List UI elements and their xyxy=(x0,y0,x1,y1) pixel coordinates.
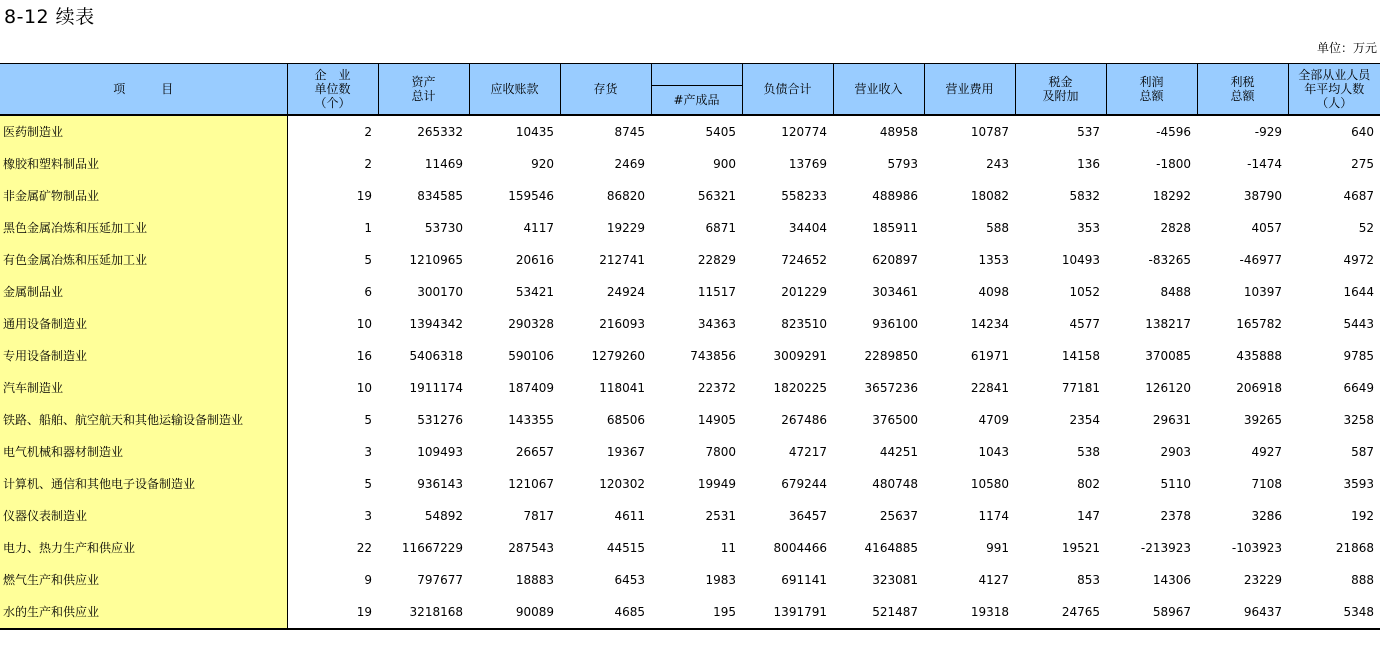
cell-profit-tax: 4927 xyxy=(1251,445,1282,459)
table-body xyxy=(0,115,1380,629)
row-label: 非金属矿物制品业 xyxy=(0,180,287,212)
cell-profit-tax: -46977 xyxy=(1239,253,1282,267)
col-header-employees: 全部从业人员 年平均人数 （人） xyxy=(1288,64,1380,116)
cell-inventory: 68506 xyxy=(606,413,645,427)
row-label: 燃气生产和供应业 xyxy=(0,564,287,596)
col-header-finished-goods: #产成品 xyxy=(651,86,742,116)
cell-employees: 192 xyxy=(1351,509,1374,523)
col-header-assets: 资产 总计 xyxy=(378,64,469,116)
col-header-profit-tax: 利税 总额 xyxy=(1197,64,1288,116)
cell-liabilities: 201229 xyxy=(781,285,827,299)
cell-expenses: 1353 xyxy=(978,253,1009,267)
cell-expenses: 10580 xyxy=(970,477,1009,491)
cell-enterprises: 2 xyxy=(287,115,378,148)
cell-finished-goods: 900 xyxy=(713,157,736,171)
row-label: 专用设备制造业 xyxy=(0,340,287,372)
cell-finished-goods: 195 xyxy=(651,596,742,629)
cell-profit: 58967 xyxy=(1106,596,1197,629)
cell-expenses: 4098 xyxy=(978,285,1009,299)
cell-revenue: 480748 xyxy=(872,477,918,491)
cell-finished-goods: 1983 xyxy=(705,573,736,587)
cell-taxes: 353 xyxy=(1077,221,1100,235)
cell-receivables: 920 xyxy=(531,157,554,171)
cell-finished-goods: 6871 xyxy=(705,221,736,235)
row-label: 汽车制造业 xyxy=(0,372,287,404)
cell-expenses: 991 xyxy=(986,541,1009,555)
cell-receivables: 26657 xyxy=(515,445,554,459)
cell-liabilities: 3009291 xyxy=(773,349,827,363)
col-header-receivables: 应收账款 xyxy=(469,64,560,116)
cell-enterprises: 19 xyxy=(287,596,378,629)
cell-assets: 5406318 xyxy=(409,349,463,363)
cell-profit: 29631 xyxy=(1152,413,1191,427)
cell-employees: 5348 xyxy=(1288,596,1380,629)
table-row xyxy=(0,436,1380,468)
cell-taxes: 4577 xyxy=(1069,317,1100,331)
statistics-table xyxy=(0,63,1380,630)
cell-enterprises: 19 xyxy=(356,189,372,203)
cell-expenses: 22841 xyxy=(970,381,1009,395)
cell-receivables: 20616 xyxy=(515,253,554,267)
cell-profit: 14306 xyxy=(1152,573,1191,587)
row-label: 橡胶和塑料制品业 xyxy=(0,148,287,180)
cell-inventory: 19367 xyxy=(606,445,645,459)
cell-profit: -1800 xyxy=(1156,157,1191,171)
cell-profit-tax: 38790 xyxy=(1243,189,1282,203)
cell-taxes: 19521 xyxy=(1061,541,1100,555)
cell-finished-goods: 56321 xyxy=(697,189,736,203)
cell-taxes: 537 xyxy=(1015,115,1106,148)
cell-inventory: 4611 xyxy=(614,509,645,523)
col-header-expenses: 营业费用 xyxy=(924,64,1015,116)
cell-profit-tax: 10397 xyxy=(1243,285,1282,299)
row-label: 黑色金属冶炼和压延加工业 xyxy=(0,212,287,244)
cell-revenue: 48958 xyxy=(833,115,924,148)
cell-inventory: 1279260 xyxy=(591,349,645,363)
table-row xyxy=(0,564,1380,596)
cell-liabilities: 13769 xyxy=(788,157,827,171)
cell-liabilities: 823510 xyxy=(781,317,827,331)
cell-profit-tax: 23229 xyxy=(1243,573,1282,587)
col-header-liabilities: 负债合计 xyxy=(742,64,833,116)
cell-liabilities: 691141 xyxy=(781,573,827,587)
cell-revenue: 185911 xyxy=(872,221,918,235)
cell-profit: 370085 xyxy=(1145,349,1191,363)
cell-finished-goods: 11 xyxy=(720,541,736,555)
cell-assets: 797677 xyxy=(417,573,463,587)
cell-liabilities: 8004466 xyxy=(773,541,827,555)
cell-expenses: 61971 xyxy=(970,349,1009,363)
cell-receivables: 10435 xyxy=(469,115,560,148)
cell-taxes: 853 xyxy=(1077,573,1100,587)
cell-liabilities: 1820225 xyxy=(773,381,827,395)
cell-profit-tax: 39265 xyxy=(1243,413,1282,427)
cell-expenses: 19318 xyxy=(924,596,1015,629)
cell-receivables: 7817 xyxy=(523,509,554,523)
cell-receivables: 590106 xyxy=(508,349,554,363)
cell-finished-goods: 2531 xyxy=(705,509,736,523)
cell-expenses: 10787 xyxy=(924,115,1015,148)
cell-finished-goods: 22372 xyxy=(697,381,736,395)
cell-liabilities: 47217 xyxy=(788,445,827,459)
cell-profit-tax: -1474 xyxy=(1247,157,1282,171)
table-row xyxy=(0,500,1380,532)
cell-inventory: 120302 xyxy=(599,477,645,491)
cell-liabilities: 679244 xyxy=(781,477,827,491)
cell-enterprises: 5 xyxy=(364,413,372,427)
cell-taxes: 1052 xyxy=(1069,285,1100,299)
cell-finished-goods: 5405 xyxy=(651,115,742,148)
cell-finished-goods: 7800 xyxy=(705,445,736,459)
cell-expenses: 14234 xyxy=(970,317,1009,331)
cell-receivables: 290328 xyxy=(508,317,554,331)
row-label: 计算机、通信和其他电子设备制造业 xyxy=(0,468,287,500)
cell-assets: 53730 xyxy=(424,221,463,235)
cell-enterprises: 10 xyxy=(356,317,372,331)
cell-profit: 138217 xyxy=(1145,317,1191,331)
cell-finished-goods: 743856 xyxy=(690,349,736,363)
cell-receivables: 287543 xyxy=(508,541,554,555)
cell-profit: 8488 xyxy=(1160,285,1191,299)
cell-employees: 3258 xyxy=(1343,413,1374,427)
cell-enterprises: 2 xyxy=(364,157,372,171)
cell-taxes: 136 xyxy=(1077,157,1100,171)
cell-profit: 5110 xyxy=(1160,477,1191,491)
cell-revenue: 44251 xyxy=(879,445,918,459)
cell-profit-tax: -103923 xyxy=(1231,541,1282,555)
cell-enterprises: 22 xyxy=(356,541,372,555)
cell-revenue: 376500 xyxy=(872,413,918,427)
cell-profit-tax: 435888 xyxy=(1236,349,1282,363)
cell-receivables: 187409 xyxy=(508,381,554,395)
cell-receivables: 143355 xyxy=(508,413,554,427)
cell-enterprises: 10 xyxy=(356,381,372,395)
row-label: 仪器仪表制造业 xyxy=(0,500,287,532)
cell-employees: 52 xyxy=(1358,221,1374,235)
cell-enterprises: 5 xyxy=(364,253,372,267)
unit-label: 单位：万元 xyxy=(1316,41,1377,55)
cell-inventory: 118041 xyxy=(599,381,645,395)
row-label: 医药制造业 xyxy=(0,115,287,148)
table-row xyxy=(0,212,1380,244)
cell-receivables: 159546 xyxy=(508,189,554,203)
cell-assets: 1210965 xyxy=(409,253,463,267)
cell-profit: -4596 xyxy=(1106,115,1197,148)
table-row xyxy=(0,532,1380,564)
cell-employees: 21868 xyxy=(1335,541,1374,555)
table-row xyxy=(0,244,1380,276)
cell-expenses: 18082 xyxy=(970,189,1009,203)
cell-receivables: 18883 xyxy=(515,573,554,587)
cell-liabilities: 1391791 xyxy=(742,596,833,629)
cell-revenue: 5793 xyxy=(887,157,918,171)
cell-assets: 265332 xyxy=(378,115,469,148)
cell-assets: 1911174 xyxy=(409,381,463,395)
cell-revenue: 521487 xyxy=(833,596,924,629)
cell-liabilities: 724652 xyxy=(781,253,827,267)
col-header-profit: 利润 总额 xyxy=(1106,64,1197,116)
cell-inventory: 4685 xyxy=(560,596,651,629)
cell-taxes: 10493 xyxy=(1061,253,1100,267)
cell-receivables: 121067 xyxy=(508,477,554,491)
cell-receivables: 53421 xyxy=(515,285,554,299)
cell-taxes: 147 xyxy=(1077,509,1100,523)
cell-finished-goods: 22829 xyxy=(697,253,736,267)
cell-profit-tax: 3286 xyxy=(1251,509,1282,523)
cell-liabilities: 558233 xyxy=(781,189,827,203)
cell-profit-tax: 4057 xyxy=(1251,221,1282,235)
cell-expenses: 1174 xyxy=(978,509,1009,523)
cell-taxes: 5832 xyxy=(1069,189,1100,203)
col-header-inventory: 存货 xyxy=(560,64,651,116)
cell-inventory: 212741 xyxy=(599,253,645,267)
table-row xyxy=(0,308,1380,340)
table-row xyxy=(0,115,1380,148)
cell-enterprises: 1 xyxy=(364,221,372,235)
cell-revenue: 303461 xyxy=(872,285,918,299)
cell-assets: 834585 xyxy=(417,189,463,203)
cell-inventory: 24924 xyxy=(606,285,645,299)
table-row xyxy=(0,596,1380,629)
cell-employees: 587 xyxy=(1351,445,1374,459)
cell-profit: 18292 xyxy=(1152,189,1191,203)
cell-profit-tax: 165782 xyxy=(1236,317,1282,331)
cell-liabilities: 34404 xyxy=(788,221,827,235)
cell-employees: 888 xyxy=(1351,573,1374,587)
cell-employees: 4687 xyxy=(1343,189,1374,203)
cell-revenue: 620897 xyxy=(872,253,918,267)
cell-inventory: 6453 xyxy=(614,573,645,587)
cell-enterprises: 3 xyxy=(364,445,372,459)
cell-profit: 126120 xyxy=(1145,381,1191,395)
cell-taxes: 24765 xyxy=(1015,596,1106,629)
cell-taxes: 802 xyxy=(1077,477,1100,491)
cell-assets: 54892 xyxy=(424,509,463,523)
cell-assets: 300170 xyxy=(417,285,463,299)
cell-enterprises: 9 xyxy=(364,573,372,587)
cell-enterprises: 5 xyxy=(364,477,372,491)
cell-liabilities: 120774 xyxy=(742,115,833,148)
cell-inventory: 2469 xyxy=(614,157,645,171)
cell-assets: 1394342 xyxy=(409,317,463,331)
cell-assets: 11469 xyxy=(424,157,463,171)
cell-inventory: 86820 xyxy=(606,189,645,203)
cell-finished-goods: 11517 xyxy=(697,285,736,299)
cell-assets: 3218168 xyxy=(378,596,469,629)
cell-profit: -213923 xyxy=(1140,541,1191,555)
cell-assets: 936143 xyxy=(417,477,463,491)
cell-expenses: 243 xyxy=(986,157,1009,171)
cell-liabilities: 36457 xyxy=(788,509,827,523)
cell-finished-goods: 19949 xyxy=(697,477,736,491)
cell-assets: 109493 xyxy=(417,445,463,459)
cell-inventory: 19229 xyxy=(606,221,645,235)
cell-taxes: 538 xyxy=(1077,445,1100,459)
cell-inventory: 216093 xyxy=(599,317,645,331)
cell-finished-goods: 34363 xyxy=(697,317,736,331)
cell-expenses: 1043 xyxy=(978,445,1009,459)
col-header-item: 项 目 xyxy=(0,64,287,116)
cell-profit: -83265 xyxy=(1148,253,1191,267)
cell-employees: 5443 xyxy=(1343,317,1374,331)
table-row xyxy=(0,340,1380,372)
table-row xyxy=(0,468,1380,500)
cell-enterprises: 6 xyxy=(364,285,372,299)
cell-employees: 640 xyxy=(1288,115,1380,148)
table-row xyxy=(0,372,1380,404)
table-header xyxy=(0,64,1380,116)
cell-revenue: 323081 xyxy=(872,573,918,587)
cell-inventory: 8745 xyxy=(560,115,651,148)
row-label: 电力、热力生产和供应业 xyxy=(0,532,287,564)
col-header-enterprises: 企 业 单位数 （个） xyxy=(287,64,378,116)
cell-profit-tax: -929 xyxy=(1197,115,1288,148)
cell-taxes: 14158 xyxy=(1061,349,1100,363)
cell-receivables: 4117 xyxy=(523,221,554,235)
cell-assets: 11667229 xyxy=(401,541,463,555)
cell-profit: 2378 xyxy=(1160,509,1191,523)
cell-profit: 2828 xyxy=(1160,221,1191,235)
cell-taxes: 77181 xyxy=(1061,381,1100,395)
cell-expenses: 588 xyxy=(986,221,1009,235)
cell-enterprises: 3 xyxy=(364,509,372,523)
cell-revenue: 2289850 xyxy=(864,349,918,363)
cell-profit-tax: 96437 xyxy=(1197,596,1288,629)
cell-employees: 3593 xyxy=(1343,477,1374,491)
cell-employees: 9785 xyxy=(1343,349,1374,363)
cell-inventory: 44515 xyxy=(606,541,645,555)
table-row xyxy=(0,404,1380,436)
cell-profit: 2903 xyxy=(1160,445,1191,459)
cell-finished-goods: 14905 xyxy=(697,413,736,427)
cell-employees: 275 xyxy=(1351,157,1374,171)
row-label: 通用设备制造业 xyxy=(0,308,287,340)
cell-revenue: 936100 xyxy=(872,317,918,331)
cell-liabilities: 267486 xyxy=(781,413,827,427)
cell-revenue: 488986 xyxy=(872,189,918,203)
cell-receivables: 90089 xyxy=(469,596,560,629)
row-label: 铁路、船舶、航空航天和其他运输设备制造业 xyxy=(0,404,287,436)
table-row xyxy=(0,148,1380,180)
row-label: 电气机械和器材制造业 xyxy=(0,436,287,468)
cell-revenue: 25637 xyxy=(879,509,918,523)
table-row xyxy=(0,276,1380,308)
cell-employees: 6649 xyxy=(1343,381,1374,395)
cell-employees: 1644 xyxy=(1343,285,1374,299)
row-label: 有色金属冶炼和压延加工业 xyxy=(0,244,287,276)
cell-enterprises: 16 xyxy=(356,349,372,363)
cell-profit-tax: 7108 xyxy=(1251,477,1282,491)
col-header-inventory-group xyxy=(651,64,742,86)
cell-revenue: 3657236 xyxy=(864,381,918,395)
cell-expenses: 4127 xyxy=(978,573,1009,587)
col-header-taxes: 税金 及附加 xyxy=(1015,64,1106,116)
col-header-revenue: 营业收入 xyxy=(833,64,924,116)
cell-profit-tax: 206918 xyxy=(1236,381,1282,395)
row-label: 金属制品业 xyxy=(0,276,287,308)
table-row xyxy=(0,180,1380,212)
row-label: 水的生产和供应业 xyxy=(0,596,287,629)
cell-taxes: 2354 xyxy=(1069,413,1100,427)
cell-assets: 531276 xyxy=(417,413,463,427)
page-title: 8-12 续表 xyxy=(4,6,95,28)
cell-expenses: 4709 xyxy=(978,413,1009,427)
cell-employees: 4972 xyxy=(1343,253,1374,267)
cell-revenue: 4164885 xyxy=(864,541,918,555)
